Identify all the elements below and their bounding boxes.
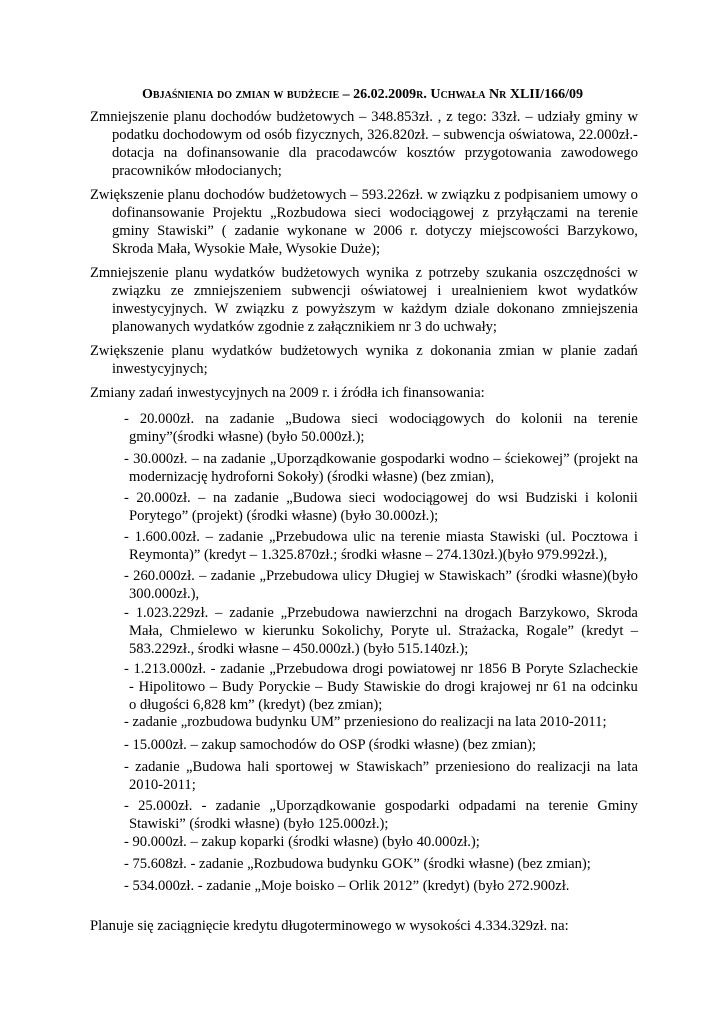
paragraph-line: Zwiększenie planu dochodów budżetowych – 593.226zł. w związku z podpisaniem umowy o [90,187,638,203]
paragraph-line: podatku dochodowym od osób fizycznych, 326.820zł. – subwencja oświatowa, 22.000zł.- [112,127,638,143]
list-item-line: - 20.000zł. – na zadanie „Budowa sieci wodociągowej do wsi Budziski i kolonii [124,490,638,506]
paragraph-line: planowanych wydatków zgodnie z załącznikiem nr 3 do uchwały; [112,319,497,335]
list-item-line: - 1.600.00zł. – zadanie „Przebudowa ulic na terenie miasta Stawiski (ul. Pocztowa i [124,529,638,545]
paragraph-income-increase [90,186,638,258]
list-item [124,489,638,525]
list-item-line: - Hipolitowo – Budy Poryckie – Budy Stawiskie do drogi krajowej nr 61 na odcinku [129,679,638,695]
list-item [124,877,638,895]
list-item [124,567,638,603]
list-item-line: o długości 6,828 km” (kredyt) (bez zmian); [129,697,383,713]
list-item [124,410,638,446]
list-item-line: 2010-2011; [129,777,196,793]
list-item-line: - 260.000zł. – zadanie „Przebudowa ulicy Długiej w Stawiskach” (środki własne)(było [124,568,638,584]
list-item-line: 300.000zł.), [129,586,200,602]
list-item-line: - 90.000zł. – zakup koparki (środki własne) (było 40.000zł.); [124,834,480,850]
list-item [124,855,638,873]
list-item [124,758,638,794]
paragraph-expense-decrease [90,264,638,336]
paragraph-expense-increase [90,342,638,378]
paragraph-line: związku ze zmniejszeniem subwencji oświatowej i urealnieniem kwot wydatków [112,283,638,299]
closing-paragraph [90,917,650,935]
paragraph-line: Zwiększenie planu wydatków budżetowych wynika z dokonania zmian w planie zadań [90,343,638,359]
list-item-line: - 1.213.000zł. - zadanie „Przebudowa drogi powiatowej nr 1856 B Poryte Szlacheckie [124,661,638,677]
list-item-line: gminy”(środki własne) (było 50.000zł.); [129,429,365,445]
list-item-line: - 15.000zł. – zakup samochodów do OSP (środki własne) (bez zmian); [124,737,537,753]
paragraph-line: dotacja na dofinansowanie dla pracodawców kosztów przygotowania zawodowego [112,145,638,161]
list-item-line: - 20.000zł. na zadanie „Budowa sieci wodociągowych do kolonii na terenie [124,411,638,427]
list-item-line: modernizację hydroforni Sokoły) (środki własne) (bez zmian), [129,469,495,485]
paragraph-investment-changes [90,384,638,402]
list-item [124,833,638,851]
list-item-line: - 25.000zł. - zadanie „Uporządkowanie gospodarki odpadami na terenie Gminy [124,798,638,814]
paragraph-line: dofinansowanie Projektu „Rozbudowa sieci wodociągowej z przyłączami na terenie [112,205,638,221]
list-item [124,713,638,731]
list-item-line: Stawiski” (środki własne) (było 125.000zł.); [129,816,389,832]
paragraph-line: inwestycyjnych; [112,361,208,377]
list-item-line: Mała, Chmielewo w kierunku Sokolichy, Poryte ul. Strażacka, Rogale” (kredyt – [129,623,638,639]
document-title [0,87,725,103]
list-item-line: - zadanie „Budowa hali sportowej w Stawiskach” przeniesiono do realizacji na lata [124,759,638,775]
list-item [124,797,638,833]
title-text: Objaśnienia do zmian w budżecie – 26.02.2009r. Uchwała Nr XLII/166/09 [142,87,583,102]
paragraph-line: inwestycyjnych. W związku z powyższym w każdym dziale dokonano zmniejszenia [112,301,638,317]
list-item-line: Porytego” (projekt) (środki własne) (było 30.000zł.); [129,508,439,524]
paragraph-line: Zmniejszenie planu dochodów budżetowych – 348.853zł. , z tego: 33zł. – udziały gminy w [90,109,638,125]
list-item-line: Reymonta)” (kredyt – 1.325.870zł.; środki własne – 274.130zł.)(było 979.992zł.), [129,547,608,563]
list-item-line: - 75.608zł. - zadanie „Rozbudowa budynku GOK” (środki własne) (bez zmian); [124,856,591,872]
list-item-line: 583.229zł., środki własne – 450.000zł.) (było 515.140zł.); [129,641,469,657]
list-item [124,660,638,714]
list-item-line: - zadanie „rozbudowa budynku UM” przeniesiono do realizacji na lata 2010-2011; [124,714,607,730]
list-item-line: - 534.000zł. - zadanie „Moje boisko – Orlik 2012” (kredyt) (było 272.900zł. [124,878,570,894]
closing-line: Planuje się zaciągnięcie kredytu długoterminowego w wysokości 4.334.329zł. na: [90,918,569,934]
list-item [124,604,638,658]
list-item [124,736,638,754]
list-item [124,528,638,564]
list-item-line: - 30.000zł. – na zadanie „Uporządkowanie gospodarki wodno – ściekowej” (projekt na [124,451,638,467]
paragraph-line: Skroda Mała, Wysokie Małe, Wysokie Duże); [112,241,381,257]
paragraph-income-decrease [90,108,638,180]
paragraph-line: Zmniejszenie planu wydatków budżetowych wynika z potrzeby szukania oszczędności w [90,265,638,281]
paragraph-line: Zmiany zadań inwestycyjnych na 2009 r. i źródła ich finansowania: [90,385,485,401]
list-item-line: - 1.023.229zł. – zadanie „Przebudowa nawierzchni na drogach Barzykowo, Skroda [124,605,638,621]
paragraph-line: pracowników młodocianych; [112,163,282,179]
list-item [124,450,638,486]
paragraph-line: gminy Stawiski” ( zadanie wykonane w 2006 r. dotyczy miejscowości Barzykowo, [112,223,638,239]
